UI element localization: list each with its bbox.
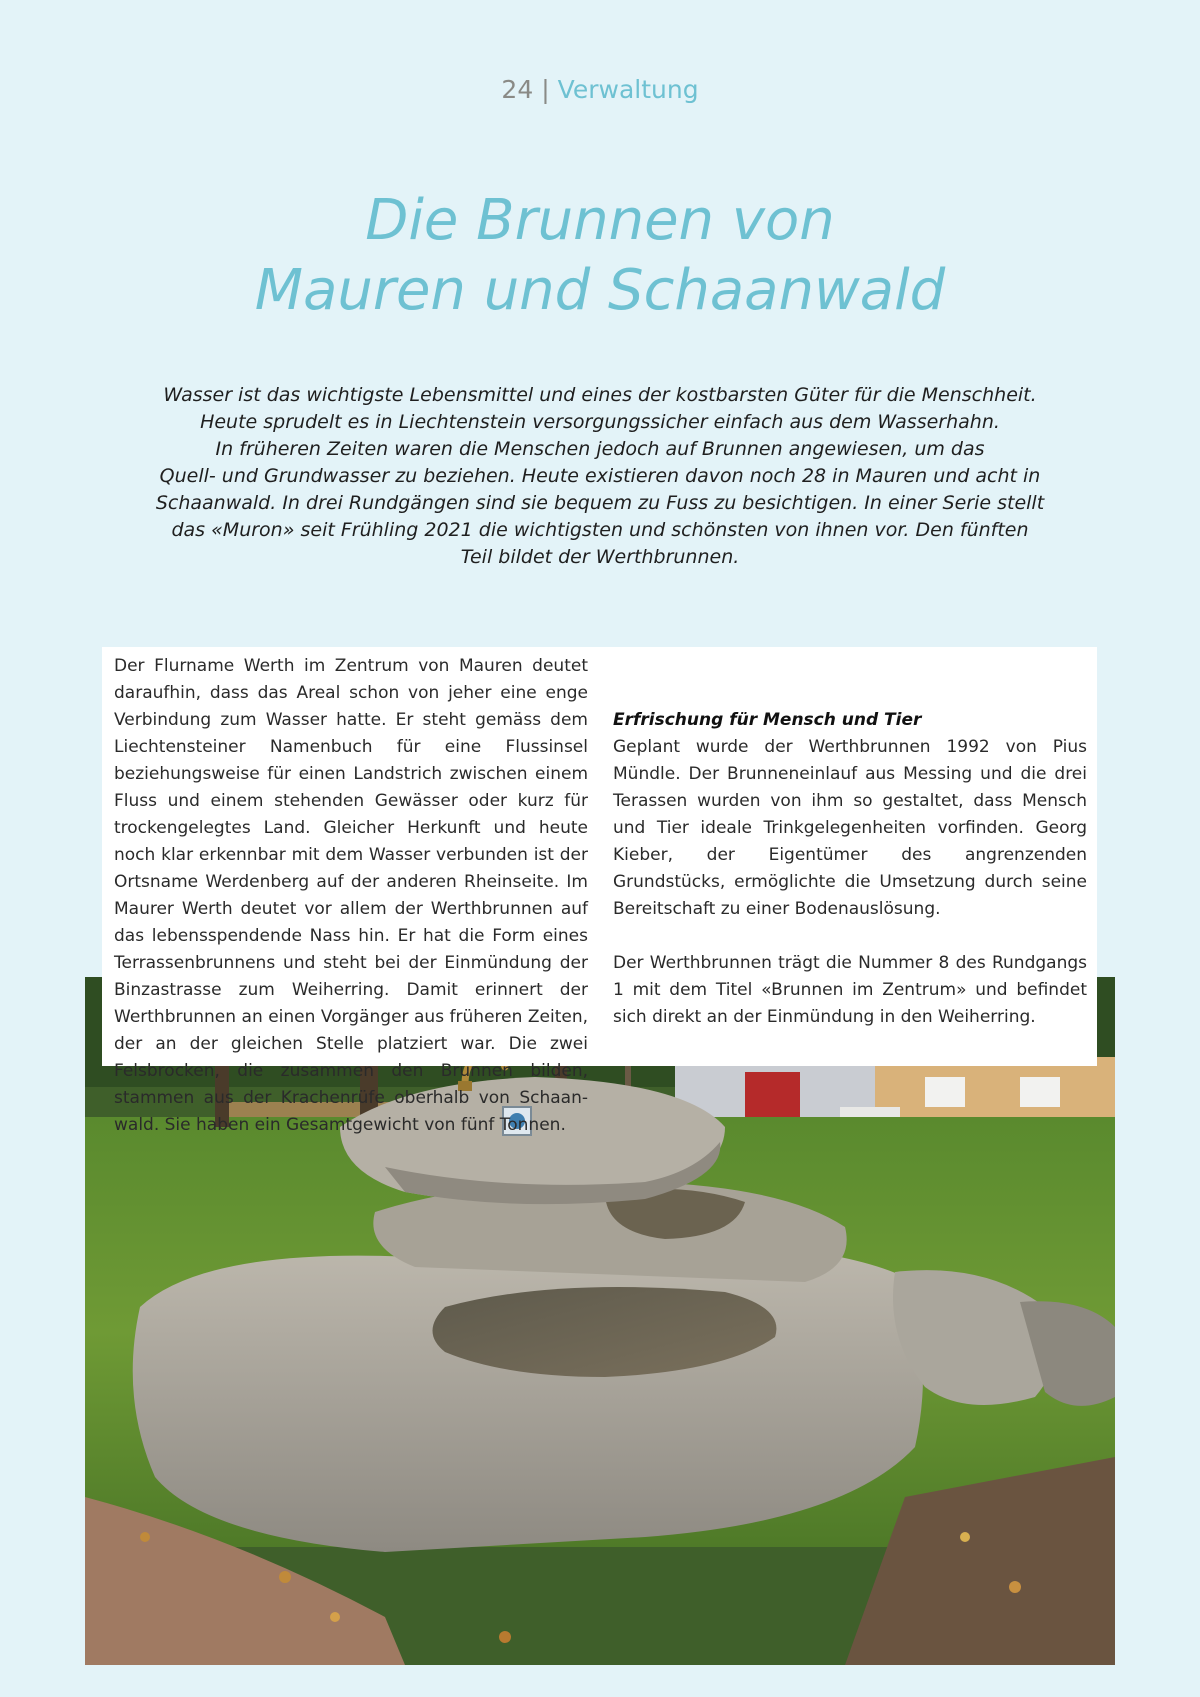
body-paragraph: Geplant wurde der Werthbrunnen 1992 von Pius Mündle. Der Brunneneinlauf aus Messing und die drei Terassen wurden von ihm so gestaltet, dass Mensch und Tier ideale Trinkgelegenheiten vorfinden. Georg Kieber, der Eigentümer des angrenzenden Grundstücks, ermöglichte die Umsetzung durch seine Bereitschaft zu einer Bodenauslösung. [613, 737, 1087, 919]
article-column-2 [613, 653, 1087, 1031]
lead-line: Quell- und Grundwasser zu beziehen. Heute existieren davon noch 28 in Mauren und acht in [159, 465, 1041, 487]
lead-line: Wasser ist das wichtigste Lebensmittel und eines der kostbarsten Güter für die Menschheit. [163, 384, 1037, 406]
lead-line: das «Muron» seit Frühling 2021 die wichtigsten und schönsten von ihnen vor. Den fünften [171, 519, 1029, 541]
header-separator: | [541, 75, 550, 104]
article-column-1 [114, 653, 588, 1139]
lead-line: Heute sprudelt es in Liechtenstein versorgungssicher einfach aus dem Wasserhahn. [200, 411, 1000, 433]
subheading: Erfrischung für Mensch und Tier [613, 710, 922, 730]
page-header [0, 72, 1200, 108]
body-paragraph: Der Werthbrunnen trägt die Nummer 8 des Rundgangs 1 mit dem Titel «Brunnen im Zentrum» und befindet sich direkt an der Einmündung in den Weiherring. [613, 953, 1087, 1027]
title-line-1: Die Brunnen von [365, 188, 835, 253]
lead-line: In früheren Zeiten waren die Menschen jedoch auf Brunnen angewiesen, um das [215, 438, 985, 460]
lead-line: Schaanwald. In drei Rundgängen sind sie bequem zu Fuss zu besichtigen. In einer Serie stellt [155, 492, 1045, 514]
title-line-2: Mauren und Schaanwald [254, 258, 946, 323]
section-name: Verwaltung [557, 75, 699, 104]
body-paragraph: Der Flurname Werth im Zentrum von Mauren deutet daraufhin, dass das Areal schon von jeher eine enge Verbindung zum Wasser hatte. Er steht gemäss dem Liechtensteiner Namenbuch für eine Flussinsel beziehungsweise für einen Landstrich zwischen einem Fluss und einem stehenden Gewässer oder kurz für trockengelegtes Land. Gleicher Herkunft und heute noch klar erkennbar mit dem Wasser verbunden ist der Ortsname Werdenberg auf der anderen Rheinseite. Im Maurer Werth deutet vor allem der Werthbrunnen auf das lebensspendende Nass hin. Er hat die Form eines Terrassenbrunnens und steht bei der Einmündung der Binzastrasse zum Weiherring. Damit erinnert der Werthbrunnen an einen Vorgänger aus früheren Zeiten, der an der gleichen Stelle platziert war. Die zwei Felsbrocken, die zusammen den Brunnen bilden, stammen aus der Krachenrüfe oberhalb von Schaanwald. Sie haben ein Gesamtgewicht von fünf Tonnen. [114, 656, 588, 1135]
page-number: 24 [501, 75, 534, 104]
article-title [0, 186, 1200, 326]
article-body [102, 647, 1097, 1135]
lead-line: Teil bildet der Werthbrunnen. [460, 546, 740, 568]
lead-paragraph [150, 382, 1050, 571]
